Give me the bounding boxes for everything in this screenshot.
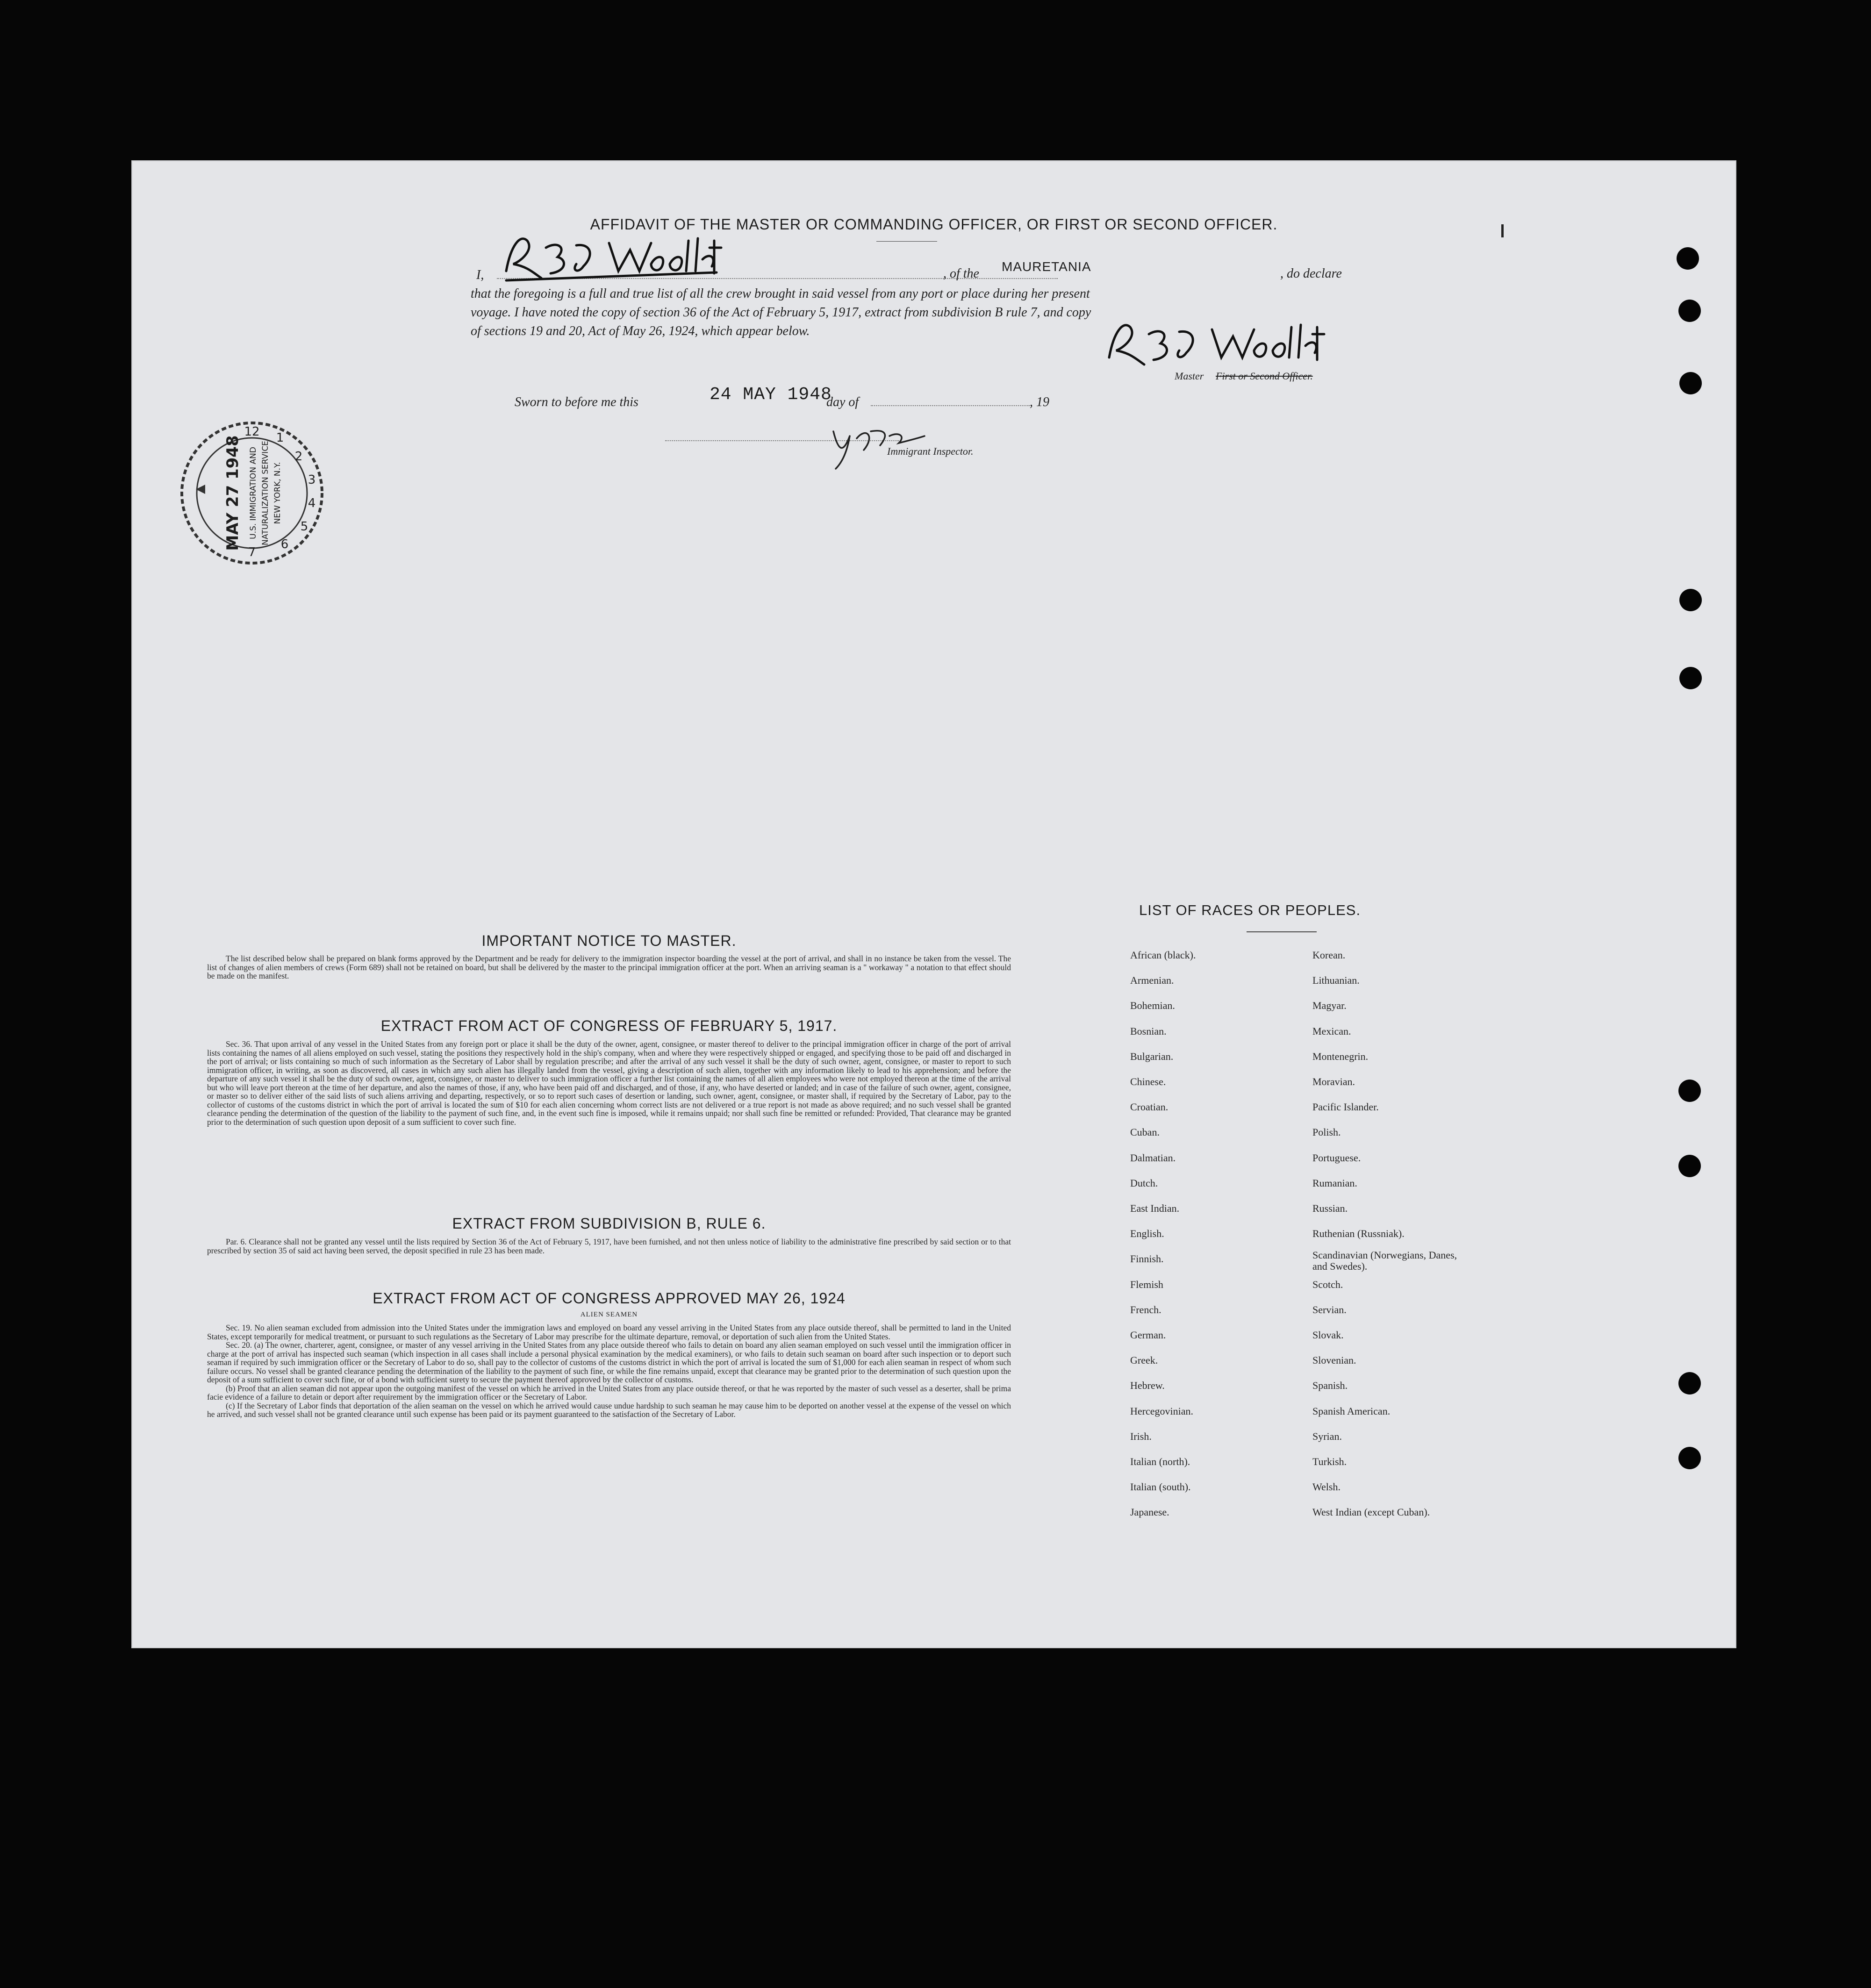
sworn-year: , 19	[1030, 395, 1049, 409]
race-item: Magyar.	[1312, 1000, 1347, 1012]
race-item: Servian.	[1312, 1303, 1347, 1316]
race-item: Syrian.	[1312, 1430, 1342, 1442]
race-item: African (black).	[1130, 949, 1196, 961]
affidavit-line1-suffix: , do declare	[1280, 266, 1342, 281]
race-item: Irish.	[1130, 1430, 1152, 1442]
notice-paragraph: The list described below shall be prepared on blank forms approved by the Department and be ready for delivery to the immigration inspector boarding the vessel at the port of arrival, and shall in no instance be taken from the vessel. The list of changes of alien members of crews (Form 689) shall not be retained on board, but shall be delivered by the master to the principal immigration officer at the port. When an arriving seaman is a " workaway " a notation to that effect should be made on the manifest.	[207, 954, 1011, 980]
binder-hole	[1679, 372, 1702, 394]
title-underline	[876, 241, 937, 242]
race-item: East Indian.	[1130, 1202, 1180, 1215]
binder-hole	[1678, 1372, 1701, 1394]
races-title-underline	[1247, 931, 1317, 932]
sec-19-paragraph: Sec. 19. No alien seaman excluded from admission into the United States under the immigration laws and employed on board any vessel arriving in the United States from any place outside thereof, shall be permitted to land in the United States, except temporarily for medical treatment, or pursuant to such regulations as the Secretary of Labor may prescribe for the ultimate departure, removal, or deportation of such alien from the United States.	[207, 1323, 1011, 1341]
race-item: Chinese.	[1130, 1076, 1166, 1088]
race-item: Greek.	[1130, 1354, 1158, 1366]
race-item: Mexican.	[1312, 1025, 1351, 1037]
races-left-column	[1130, 943, 1196, 1525]
stamp-ring-number: 7	[248, 545, 256, 559]
immigration-date-stamp	[172, 414, 331, 572]
extract-1917-body	[207, 1040, 1011, 1126]
stamp-ring-number: 12	[244, 425, 260, 439]
race-item: Korean.	[1312, 949, 1346, 961]
month-blank-line	[871, 405, 1030, 406]
sworn-prefix: Sworn to before me this	[515, 395, 638, 409]
affidavit-line4: of sections 19 and 20, Act of May 26, 1924, which appear below.	[471, 324, 810, 338]
race-item: Flemish	[1130, 1278, 1163, 1290]
document-page	[131, 160, 1736, 1648]
race-item: Moravian.	[1312, 1076, 1355, 1088]
race-item: Rumanian.	[1312, 1177, 1357, 1189]
sec-20a-paragraph: Sec. 20. (a) The owner, charterer, agent, consignee, or master of any vessel arriving in the United States from any place outside thereof who fails to detain on board any alien seaman employed on such vessel until the immigration officer in charge at the port of arrival has inspected such seaman (which inspection in all cases shall include a personal physical examination by the medical examiners), or who fails to detain such seaman on board after such inspection or to deport such seaman if required by such immigration officer or the Secretary of Labor to do so, shall pay to the collector of customs of the customs district in which the port of arrival is located the sum of $1,000 for each alien seaman in respect of whom such failure occurs. No vessel shall be granted clearance pending the determination of the liability to the payment of such fine, or while the fine remains unpaid, except that clearance may be granted prior to the determination of such question upon the deposit of a sum sufficient to cover such fine, or of a bond with sufficient surety to secure the payment thereof approved by the collector of customs.	[207, 1340, 1011, 1384]
race-item: English.	[1130, 1228, 1164, 1240]
binder-hole	[1677, 247, 1699, 270]
stamp-text-1: U.S. IMMIGRATION AND	[249, 447, 258, 539]
extract-1924-title: EXTRACT FROM ACT OF CONGRESS APPROVED MAY 26, 1924	[373, 1290, 846, 1307]
stamp-ring-number: 3	[308, 473, 316, 487]
race-item: German.	[1130, 1329, 1166, 1341]
race-item: Montenegrin.	[1312, 1050, 1369, 1062]
race-item: Scandinavian (Norwegians, Danes, and Swedes).	[1312, 1249, 1457, 1273]
race-item: Italian (north).	[1130, 1456, 1190, 1468]
race-item: Welsh.	[1312, 1481, 1341, 1493]
race-item: French.	[1130, 1303, 1161, 1316]
race-item: Lithuanian.	[1312, 974, 1360, 987]
master-signature-bottom	[1104, 313, 1329, 374]
race-item: Hercegovinian.	[1130, 1405, 1193, 1417]
stamp-ring-number: 6	[280, 537, 289, 551]
race-item: Italian (south).	[1130, 1481, 1191, 1493]
stamp-ring-number: 4	[308, 496, 316, 510]
affidavit-of-the: , of the	[943, 266, 979, 281]
struck-officer-label: First or Second Officer.	[1216, 370, 1313, 382]
affidavit-title: AFFIDAVIT OF THE MASTER OR COMMANDING OFFICER, OR FIRST OR SECOND OFFICER.	[590, 216, 1278, 233]
binder-hole	[1679, 667, 1702, 689]
race-item: Ruthenian (Russniak).	[1312, 1228, 1405, 1240]
vessel-name: MAURETANIA	[1002, 259, 1091, 274]
race-item: Hebrew.	[1130, 1380, 1165, 1392]
inspector-label: Immigrant Inspector.	[887, 445, 974, 457]
sworn-date-stamp: 24 MAY 1948	[710, 385, 832, 405]
sec-20b-paragraph: (b) Proof that an alien seaman did not appear upon the outgoing manifest of the vessel on which he arrived in the United States from any place outside thereof, or that he was reported by the master of such vessel as a deserter, shall be prima facie evidence of a failure to detain or deport after requirement by the immigration officer or the Secretary of Labor.	[207, 1383, 1011, 1402]
extract-rule6-body	[207, 1237, 1011, 1255]
ink-mark	[1501, 224, 1504, 237]
race-item: Dalmatian.	[1130, 1151, 1176, 1164]
race-item: Japanese.	[1130, 1506, 1169, 1518]
binder-hole	[1679, 589, 1702, 611]
stamp-ring-number: 2	[294, 450, 303, 464]
races-title: LIST OF RACES OR PEOPLES.	[1139, 902, 1361, 918]
race-item: Bohemian.	[1130, 1000, 1175, 1012]
race-item: Portuguese.	[1312, 1151, 1361, 1164]
race-item: Polish.	[1312, 1126, 1341, 1138]
affidavit-line2: that the foregoing is a full and true list of all the crew brought in said vessel from any port or place during her present	[471, 286, 1090, 301]
binder-hole	[1678, 1447, 1701, 1469]
race-item: Slovak.	[1312, 1329, 1344, 1341]
race-item: Spanish American.	[1312, 1405, 1391, 1417]
extract-1924-body	[207, 1323, 1011, 1419]
extract-rule6-title: EXTRACT FROM SUBDIVISION B, RULE 6.	[452, 1215, 766, 1232]
race-item: Bulgarian.	[1130, 1050, 1174, 1062]
race-item: Croatian.	[1130, 1101, 1168, 1113]
master-label: Master	[1175, 370, 1204, 382]
notice-body	[207, 954, 1011, 980]
sec-36-paragraph: Sec. 36. That upon arrival of any vessel in the United States from any foreign port or place it shall be the duty of the owner, agent, consignee, or master thereof to deliver to the principal immigration officer in charge of the port of arrival lists containing the names of all aliens employed on such vessel, stating the positions they respectively hold in the ship's company, when and where they were respectively shipped or engaged, and specifying those to be paid off and discharged in the port of arrival; or lists containing so much of such information as the Secretary of Labor shall by regulation prescribe; and after the arrival of any such vessel it shall be the duty of such owner, agent, consignee, or master to report to such immigration officer, in writing, as soon as discovered, all cases in which any such alien has illegally landed from the vessel, giving a description of such alien, together with any information likely to lead to his apprehension; and before the departure of any such vessel it shall be the duty of such owner, agent, consignee, or master to deliver to such immigration officer a further list containing the names of all alien employees who were not employed thereon at the time of the arrival but who will leave port thereon at the time of her departure, and also the names of those, if any, who have been paid off and discharged, and of those, if any, who have deserted or landed; and in case of the failure of such owner, agent, consignee, or master so to deliver either of the said lists of such aliens arriving and departing, respectively, or so to report such cases of desertion or landing, such owner, agent, consignee, or master shall, if required by the Secretary of Labor, pay to the collector of customs of the customs district in which the port of arrival is located the sum of $10 for each alien concerning whom correct lists are not delivered or a true report is not made as above required; and no such vessel shall be granted clearance pending the determination of the question of the liability to the payment of such fine, and, in the event such fine is imposed, while it remains unpaid; nor shall such fine be remitted or refunded: Provided, That clearance may be granted prior to the determination of such question upon deposit of a sum sufficient to cover such fine.	[207, 1039, 1011, 1127]
extract-1917-title: EXTRACT FROM ACT OF CONGRESS OF FEBRUARY 5, 1917.	[380, 1017, 838, 1034]
par-6-paragraph: Par. 6. Clearance shall not be granted any vessel until the lists required by Section 36 of the Act of February 5, 1917, have been furnished, and not then unless notice of liability to the administrative fine prescribed by said section or to that prescribed by section 35 of said act having been served, the deposit specified in rule 23 has been made.	[207, 1237, 1011, 1255]
race-item: Slovenian.	[1312, 1354, 1356, 1366]
stamp-date: MAY 27 1948	[223, 435, 242, 551]
race-item: Cuban.	[1130, 1126, 1160, 1138]
race-item: Spanish.	[1312, 1380, 1348, 1392]
race-item: Scotch.	[1312, 1278, 1343, 1290]
binder-hole	[1678, 1080, 1701, 1102]
race-item: Bosnian.	[1130, 1025, 1167, 1037]
alien-seamen-subtitle: ALIEN SEAMEN	[580, 1311, 638, 1318]
race-item: Armenian.	[1130, 974, 1174, 987]
affidavit-line3: voyage. I have noted the copy of section 36 of the Act of February 5, 1917, extract from subdivision B rule 7, and copy	[471, 305, 1091, 320]
stamp-ring-number: 1	[276, 431, 284, 445]
binder-hole	[1678, 1155, 1701, 1177]
stamp-ring-number: 5	[300, 520, 308, 534]
race-item: Finnish.	[1130, 1253, 1164, 1265]
master-signature-top	[502, 227, 726, 287]
stamp-text-2: NATURALIZATION SERVICE	[261, 441, 270, 545]
stamp-text-3: NEW YORK, N.Y.	[273, 462, 282, 524]
sworn-day-of: day of	[826, 395, 859, 409]
race-item: Dutch.	[1130, 1177, 1158, 1189]
race-item: West Indian (except Cuban).	[1312, 1506, 1430, 1518]
race-item: Pacific Islander.	[1312, 1101, 1379, 1113]
notice-title: IMPORTANT NOTICE TO MASTER.	[481, 932, 737, 949]
races-right-column	[1312, 943, 1471, 1525]
affidavit-line1-prefix: I,	[476, 268, 484, 282]
race-item: Turkish.	[1312, 1456, 1347, 1468]
binder-hole	[1678, 300, 1701, 322]
race-item: Russian.	[1312, 1202, 1348, 1215]
sec-20c-paragraph: (c) If the Secretary of Labor finds that deportation of the alien seaman on the vessel on which he arrived would cause undue hardship to such seaman he may cause him to be deported on another vessel at the expense of the vessel on which he arrived, and such vessel shall not be granted clearance until such expense has been paid or its payment guaranteed to the satisfaction of the Secretary of Labor.	[207, 1401, 1011, 1419]
